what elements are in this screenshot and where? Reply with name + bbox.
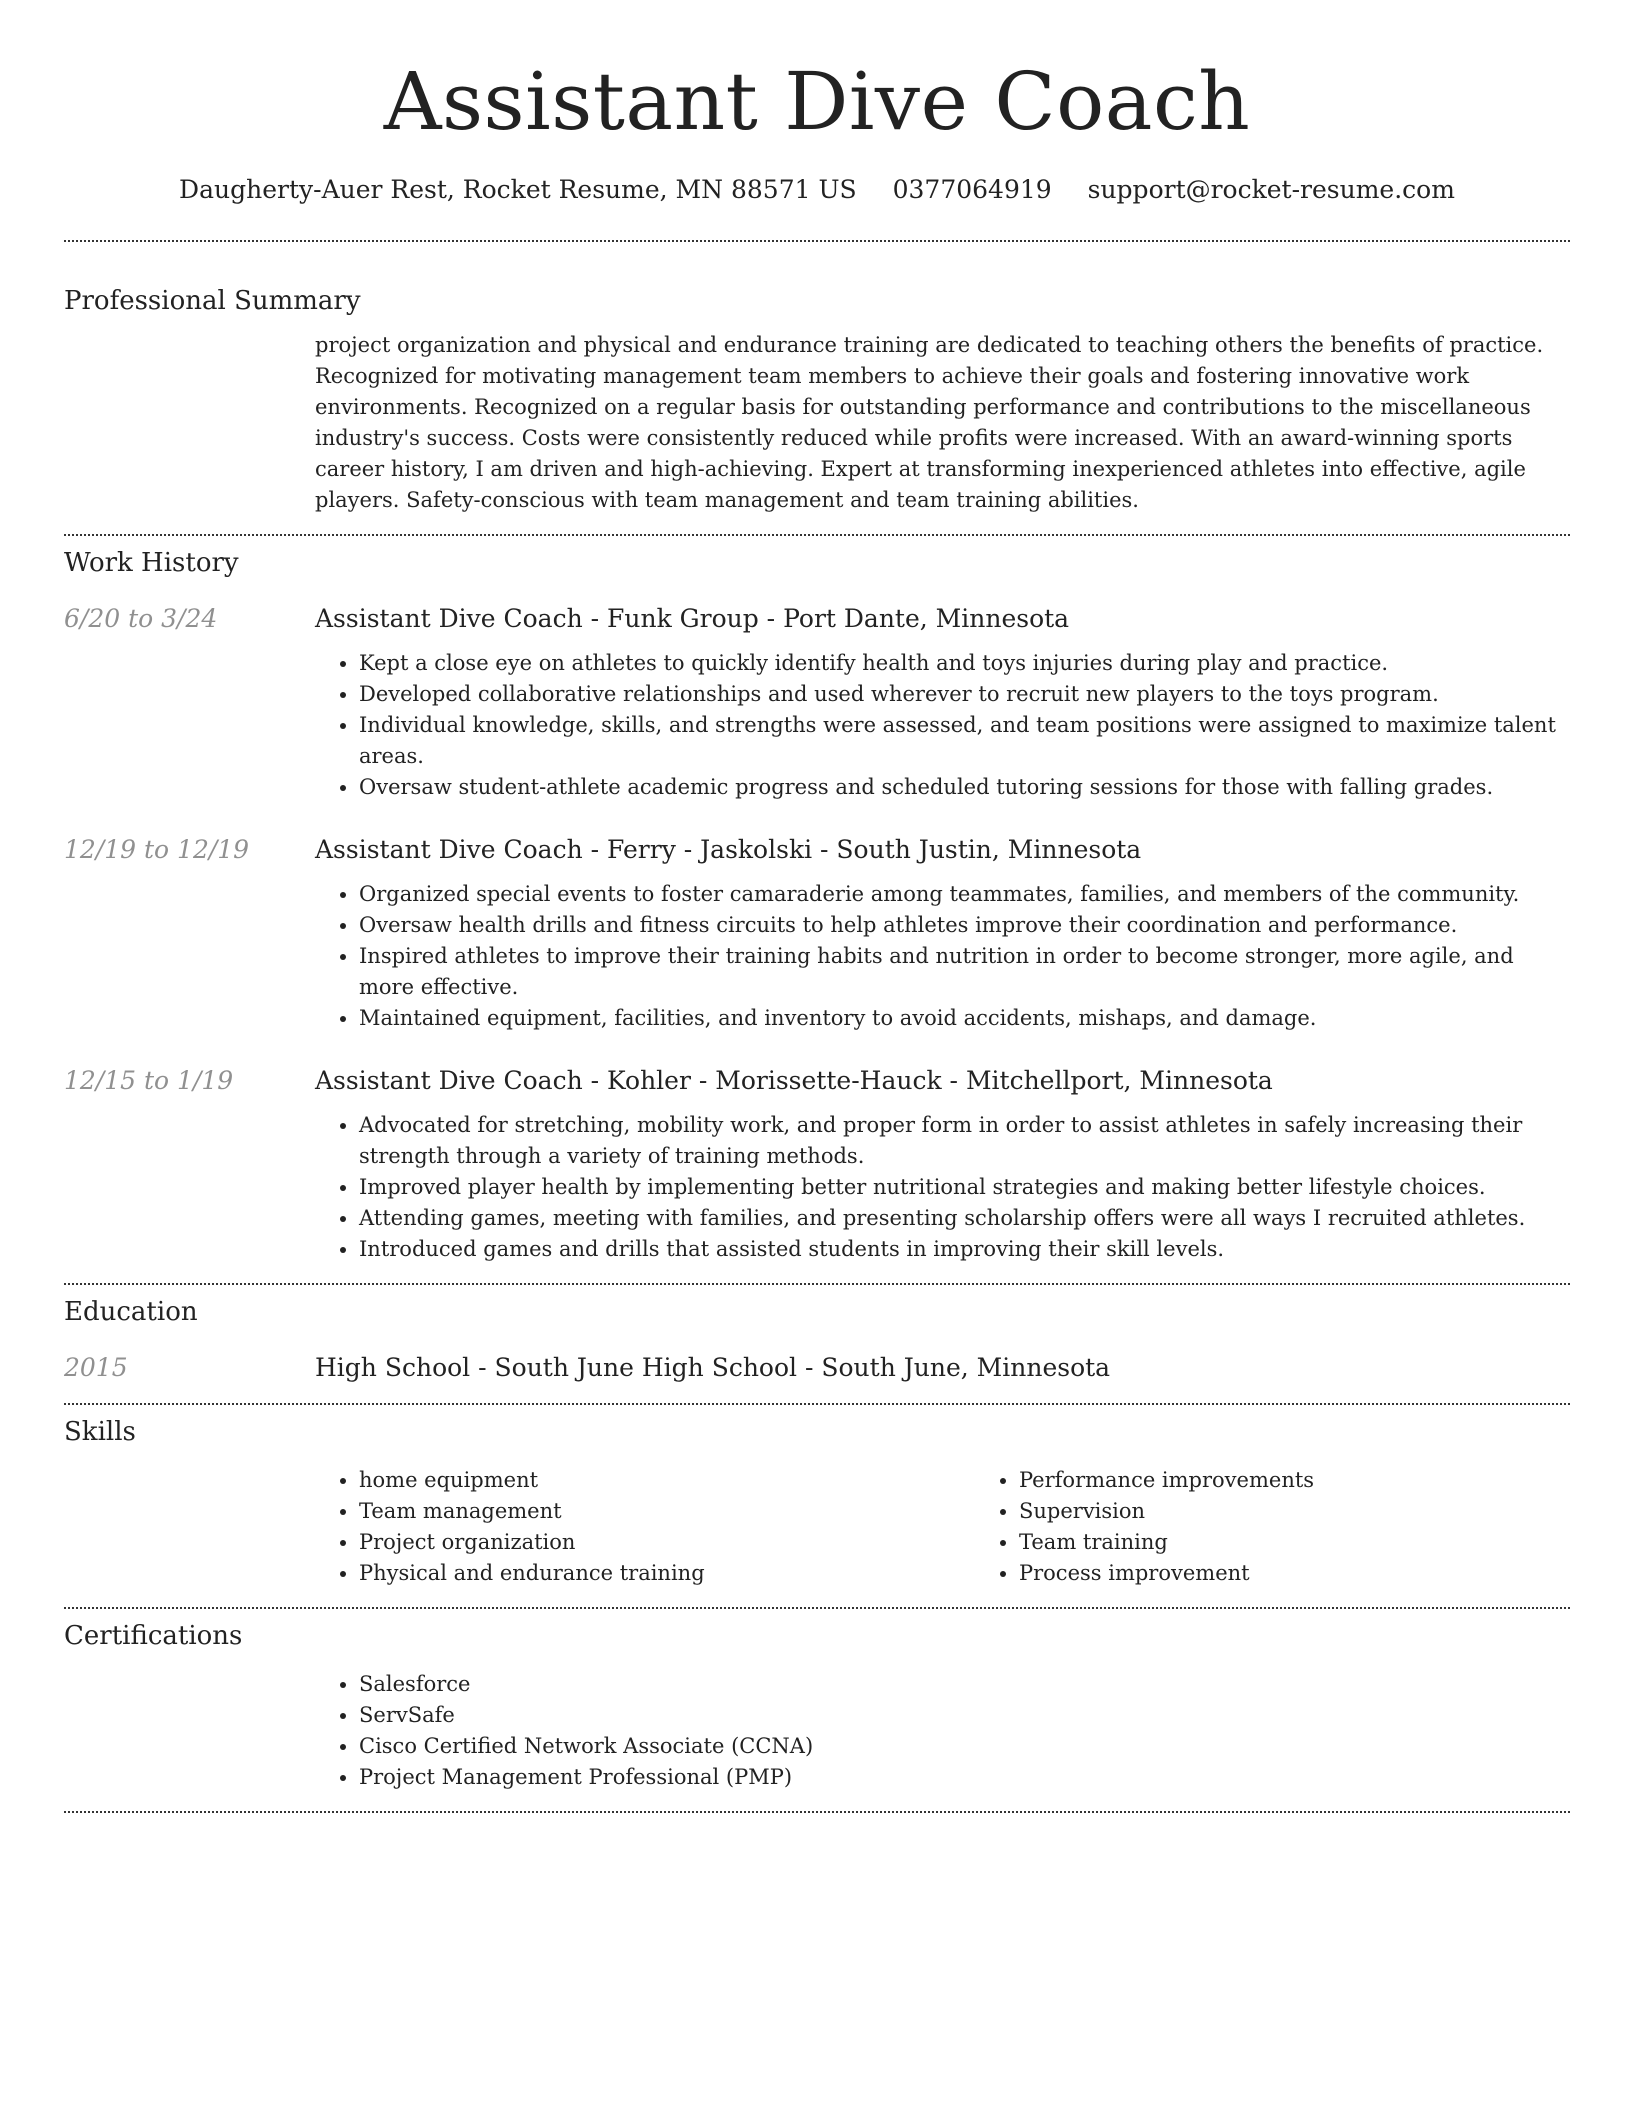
list-item: • Cisco Certified Network Associate (CCNA) — [359, 1731, 1570, 1762]
job-entry — [64, 1064, 1570, 1265]
list-item: • Project organization — [359, 1527, 975, 1558]
skills-column-left — [315, 1465, 975, 1589]
job-entry — [64, 602, 1570, 803]
list-item: • Introduced games and drills that assisted students in improving their skill levels. — [359, 1234, 1570, 1265]
divider — [64, 1607, 1570, 1609]
list-item: • Advocated for stretching, mobility work, and proper form in order to assist athletes in safely increasing their strength through a variety of training methods. — [359, 1110, 1570, 1172]
list-item: • Project Management Professional (PMP) — [359, 1762, 1570, 1793]
resume-name: Assistant Dive Coach — [383, 55, 1251, 148]
list-item: • ServSafe — [359, 1700, 1570, 1731]
job-bullets — [315, 648, 1570, 803]
job-bullets — [315, 879, 1570, 1034]
job-dates: 12/19 to 12/19 — [64, 835, 250, 864]
section-title-work-history: Work History — [64, 548, 239, 578]
education-entry — [64, 1351, 1570, 1385]
job-title: Assistant Dive Coach - Funk Group - Port Dante, Minnesota — [315, 604, 1070, 633]
section-title-summary: Professional Summary — [64, 286, 361, 316]
list-item: • Oversaw student-athlete academic progress and scheduled tutoring sessions for those with falling grades. — [359, 772, 1570, 803]
divider — [64, 240, 1570, 242]
skills-column-right — [975, 1465, 1632, 1589]
section-title-certifications: Certifications — [64, 1621, 243, 1651]
contact-address: Daugherty-Auer Rest, Rocket Resume, MN 88571 US — [179, 175, 857, 204]
job-title: Assistant Dive Coach - Ferry - Jaskolski - South Justin, Minnesota — [315, 835, 1142, 864]
list-item: • Attending games, meeting with families, and presenting scholarship offers were all ways I recruited athletes. — [359, 1203, 1570, 1234]
list-item: • Inspired athletes to improve their training habits and nutrition in order to become stronger, more agile, and more effective. — [359, 941, 1570, 1003]
list-item: • Organized special events to foster camaraderie among teammates, families, and members of the community. — [359, 879, 1570, 910]
job-dates: 12/15 to 1/19 — [64, 1066, 234, 1095]
divider — [64, 534, 1570, 536]
list-item: • Process improvement — [1019, 1558, 1632, 1589]
contact-line — [64, 174, 1570, 206]
education-text: High School - South June High School - South June, Minnesota — [315, 1353, 1111, 1382]
list-item: • Individual knowledge, skills, and strengths were assessed, and team positions were assigned to maximize talent areas. — [359, 710, 1570, 772]
job-dates: 6/20 to 3/24 — [64, 604, 218, 633]
education-year: 2015 — [64, 1353, 128, 1382]
list-item: • Kept a close eye on athletes to quickly identify health and toys injuries during play and practice. — [359, 648, 1570, 679]
resume-page — [64, 0, 1570, 1813]
job-entry — [64, 833, 1570, 1034]
list-item: • Performance improvements — [1019, 1465, 1632, 1496]
list-item: • Improved player health by implementing better nutritional strategies and making better lifestyle choices. — [359, 1172, 1570, 1203]
divider — [64, 1283, 1570, 1285]
contact-email: support@rocket-resume.com — [1087, 175, 1455, 204]
list-item: • Salesforce — [359, 1669, 1570, 1700]
list-item: • Team management — [359, 1496, 975, 1527]
summary-text: project organization and physical and endurance training are dedicated to teaching others the benefits of practice. Recognized for motivating management team members to achieve their goals and fostering innovative work environments. Recognized on a regular basis for outstanding performance and contributions to the miscellaneous industry's success. Costs were consistently reduced while profits were increased. With an award-winning sports career history, I am driven and high-achieving. Expert at transforming inexperienced athletes into effective, agile players. Safety-conscious with team management and team training abilities. — [315, 333, 1544, 512]
list-item: • Oversaw health drills and fitness circuits to help athletes improve their coordination and performance. — [359, 910, 1570, 941]
job-title: Assistant Dive Coach - Kohler - Morissette-Hauck - Mitchellport, Minnesota — [315, 1066, 1273, 1095]
divider — [64, 1403, 1570, 1405]
list-item: • Supervision — [1019, 1496, 1632, 1527]
certifications-list — [315, 1669, 1570, 1793]
list-item: • Physical and endurance training — [359, 1558, 975, 1589]
list-item: • Maintained equipment, facilities, and inventory to avoid accidents, mishaps, and damage. — [359, 1003, 1570, 1034]
list-item: • Team training — [1019, 1527, 1632, 1558]
contact-phone: 0377064919 — [892, 175, 1052, 204]
list-item: • Developed collaborative relationships and used wherever to recruit new players to the toys program. — [359, 679, 1570, 710]
section-title-education: Education — [64, 1297, 198, 1327]
section-title-skills: Skills — [64, 1417, 136, 1447]
list-item: • home equipment — [359, 1465, 975, 1496]
divider — [64, 1811, 1570, 1813]
job-bullets — [315, 1110, 1570, 1265]
skills-list — [315, 1465, 1570, 1589]
